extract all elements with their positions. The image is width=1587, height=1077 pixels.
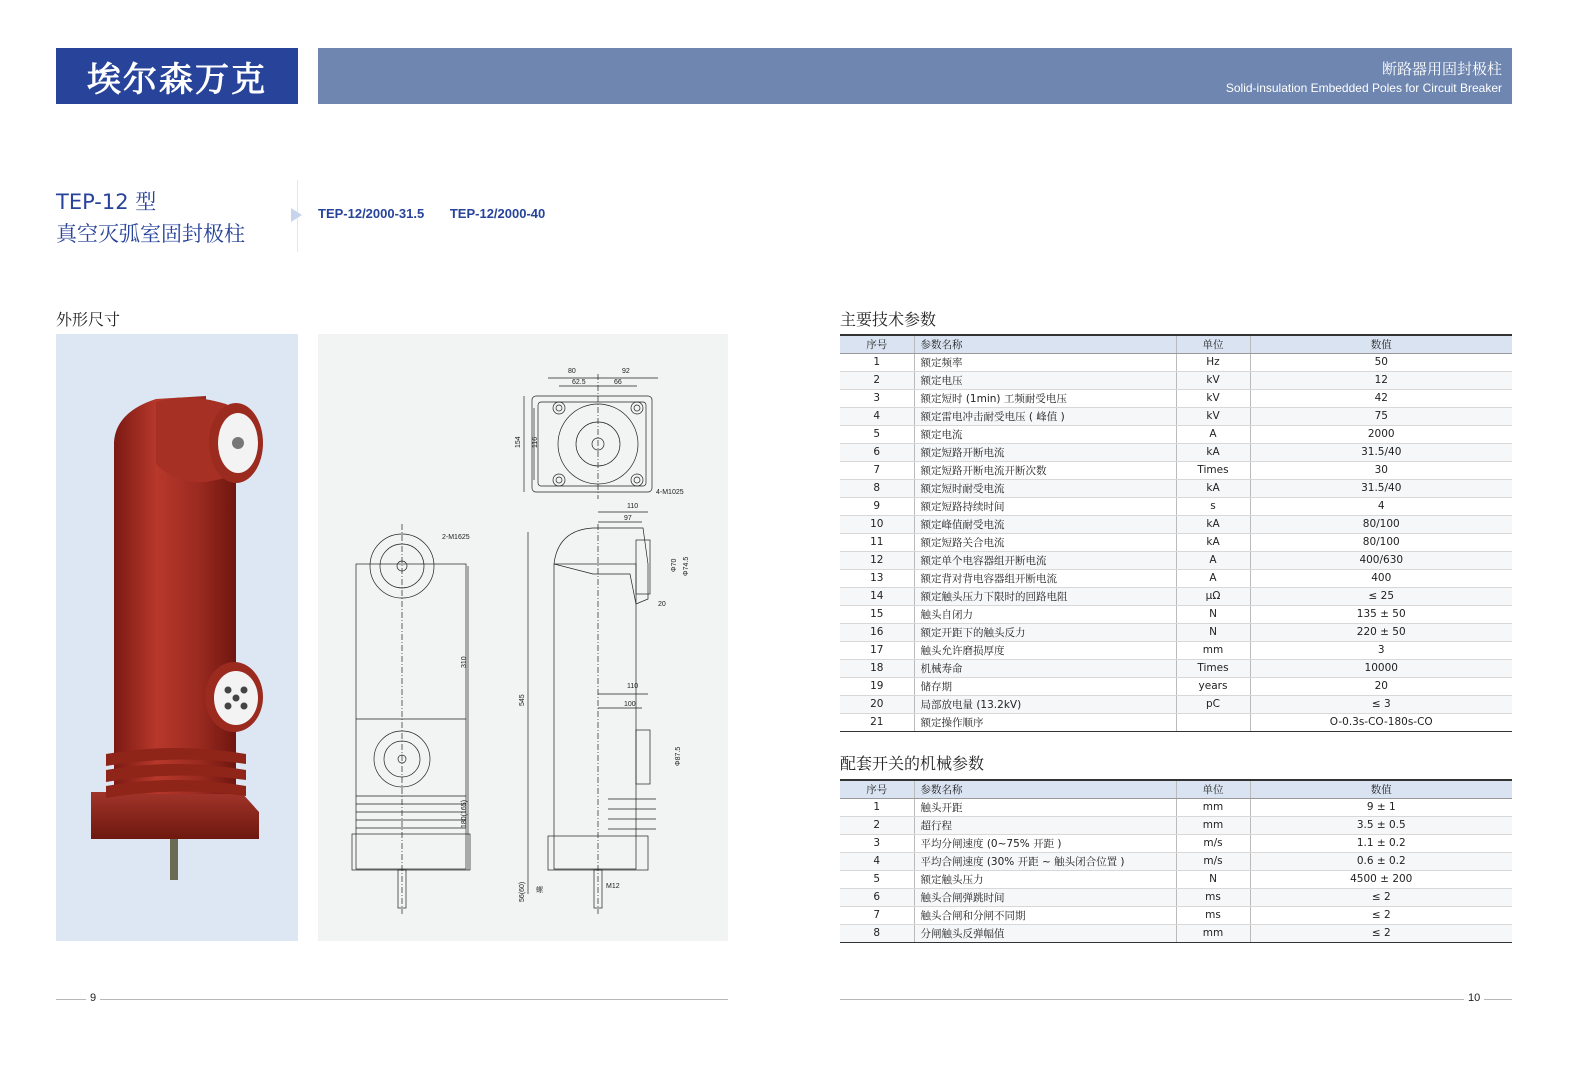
dim-label: 180(165): [461, 799, 468, 828]
table-cell: 触头合闸弹跳时间: [914, 888, 1176, 906]
col-header: 序号: [840, 780, 914, 798]
table-cell: 2000: [1250, 425, 1512, 443]
dim-label: 80: [568, 368, 576, 375]
dim-label: 97: [624, 515, 632, 522]
table-cell: pC: [1176, 695, 1250, 713]
table-cell: Hz: [1176, 353, 1250, 371]
table-cell: 额定开距下的触头反力: [914, 623, 1176, 641]
dim-label: 92: [622, 368, 630, 375]
table-cell: 13: [840, 569, 914, 587]
dim-label: 56(60): [519, 881, 526, 902]
table-cell: 额定短路开断电流: [914, 443, 1176, 461]
table-cell: 4: [840, 407, 914, 425]
table-cell: ms: [1176, 888, 1250, 906]
table-cell: kA: [1176, 479, 1250, 497]
table-cell: 超行程: [914, 816, 1176, 834]
table-row: [840, 353, 1512, 371]
product-photo: [56, 334, 298, 941]
col-header: 单位: [1176, 780, 1250, 798]
table-row: [840, 798, 1512, 816]
table-cell: 机械寿命: [914, 659, 1176, 677]
table-cell: 额定操作顺序: [914, 713, 1176, 731]
page-number-right: 10: [1464, 992, 1484, 1004]
table-cell: N: [1176, 605, 1250, 623]
table-cell: 5: [840, 425, 914, 443]
table-cell: 3: [1250, 641, 1512, 659]
table-row: [840, 605, 1512, 623]
table-cell: years: [1176, 677, 1250, 695]
table-cell: 30: [1250, 461, 1512, 479]
table-cell: 额定电压: [914, 371, 1176, 389]
table-row: [840, 888, 1512, 906]
table-row: [840, 533, 1512, 551]
footer-rule: [56, 999, 728, 1000]
table-row: [840, 389, 1512, 407]
dim-label: 100: [624, 701, 636, 708]
col-header: 参数名称: [914, 335, 1176, 353]
table-cell: 额定短路开断电流开断次数: [914, 461, 1176, 479]
table-cell: [1176, 713, 1250, 731]
table-cell: 5: [840, 870, 914, 888]
table-cell: 额定触头压力下限时的回路电阻: [914, 587, 1176, 605]
table-cell: 12: [1250, 371, 1512, 389]
table-cell: 触头开距: [914, 798, 1176, 816]
dimension-drawing: [318, 334, 728, 941]
footer-rule: [840, 999, 1512, 1000]
table-cell: 20: [840, 695, 914, 713]
header-banner: [318, 48, 1512, 104]
table-header-row: [840, 780, 1512, 798]
outline-drawing: [318, 334, 728, 941]
table-cell: 额定频率: [914, 353, 1176, 371]
table-cell: m/s: [1176, 852, 1250, 870]
table-cell: 额定短路关合电流: [914, 533, 1176, 551]
table-cell: 8: [840, 924, 914, 942]
table-cell: kV: [1176, 407, 1250, 425]
table-cell: s: [1176, 497, 1250, 515]
table-row: [840, 695, 1512, 713]
table-cell: 6: [840, 888, 914, 906]
category-cn: 断路器用固封极柱: [1381, 60, 1502, 78]
table-cell: 7: [840, 461, 914, 479]
table-cell: kA: [1176, 443, 1250, 461]
table-cell: 额定电流: [914, 425, 1176, 443]
table-row: [840, 425, 1512, 443]
table-cell: A: [1176, 569, 1250, 587]
table-row: [840, 816, 1512, 834]
table-cell: ≤ 3: [1250, 695, 1512, 713]
dim-label: M12: [606, 883, 620, 890]
table-cell: 额定短时 (1min) 工频耐受电压: [914, 389, 1176, 407]
table-row: [840, 852, 1512, 870]
table-cell: 50: [1250, 353, 1512, 371]
table-cell: 1.1 ± 0.2: [1250, 834, 1512, 852]
variant-item: TEP-12/2000-31.5: [318, 206, 425, 221]
table-cell: mm: [1176, 924, 1250, 942]
table-cell: mm: [1176, 641, 1250, 659]
dim-label: 116: [532, 436, 539, 448]
table-cell: Times: [1176, 659, 1250, 677]
dim-label: 110: [627, 503, 639, 510]
embedded-pole-illustration: [56, 334, 298, 941]
table-cell: kA: [1176, 533, 1250, 551]
table-cell: A: [1176, 551, 1250, 569]
page-number-left: 9: [86, 992, 100, 1004]
table-cell: m/s: [1176, 834, 1250, 852]
table-cell: 3.5 ± 0.5: [1250, 816, 1512, 834]
table-cell: 0.6 ± 0.2: [1250, 852, 1512, 870]
mech-params-table: [840, 779, 1512, 943]
table-row: [840, 677, 1512, 695]
table-row: [840, 870, 1512, 888]
table-cell: mm: [1176, 798, 1250, 816]
table-cell: 400/630: [1250, 551, 1512, 569]
dimensions-heading: 外形尺寸: [56, 310, 121, 329]
table-cell: 9: [840, 497, 914, 515]
dim-label: 110: [627, 683, 639, 690]
tech-params-table: [840, 334, 1512, 732]
table-cell: kA: [1176, 515, 1250, 533]
table-row: [840, 659, 1512, 677]
table-cell: 触头自闭力: [914, 605, 1176, 623]
table-row: [840, 551, 1512, 569]
table-cell: 135 ± 50: [1250, 605, 1512, 623]
table-row: [840, 641, 1512, 659]
table-row: [840, 587, 1512, 605]
table-cell: 17: [840, 641, 914, 659]
dim-label: Φ70: [671, 558, 678, 572]
table-cell: 15: [840, 605, 914, 623]
table-cell: 19: [840, 677, 914, 695]
table-cell: 3: [840, 389, 914, 407]
table-cell: 2: [840, 816, 914, 834]
table-row: [840, 497, 1512, 515]
table-header-row: [840, 335, 1512, 353]
table-cell: 4: [1250, 497, 1512, 515]
table-row: [840, 569, 1512, 587]
product-title: [56, 186, 245, 250]
table-cell: A: [1176, 425, 1250, 443]
table-cell: 18: [840, 659, 914, 677]
table-row: [840, 443, 1512, 461]
arrow-icon: [291, 208, 302, 222]
col-header: 参数名称: [914, 780, 1176, 798]
table-cell: 8: [840, 479, 914, 497]
table-cell: 80/100: [1250, 533, 1512, 551]
table-cell: 10000: [1250, 659, 1512, 677]
variant-item: TEP-12/2000-40: [449, 206, 546, 221]
tech-params-heading: 主要技术参数: [840, 310, 937, 329]
table-cell: O-0.3s-CO-180s-CO: [1250, 713, 1512, 731]
col-header: 单位: [1176, 335, 1250, 353]
table-cell: ≤ 2: [1250, 888, 1512, 906]
table-cell: 12: [840, 551, 914, 569]
table-cell: Times: [1176, 461, 1250, 479]
table-cell: 20: [1250, 677, 1512, 695]
table-cell: 10: [840, 515, 914, 533]
table-cell: 80/100: [1250, 515, 1512, 533]
table-cell: 2: [840, 371, 914, 389]
table-cell: 触头允许磨损厚度: [914, 641, 1176, 659]
table-row: [840, 924, 1512, 942]
table-cell: kV: [1176, 371, 1250, 389]
table-cell: ≤ 2: [1250, 906, 1512, 924]
table-cell: 额定短时耐受电流: [914, 479, 1176, 497]
table-row: [840, 371, 1512, 389]
table-cell: 额定单个电容器组开断电流: [914, 551, 1176, 569]
table-cell: ≤ 25: [1250, 587, 1512, 605]
category-en: Solid-insulation Embedded Poles for Circuit Breaker: [1225, 81, 1502, 95]
dim-label: 62.5: [572, 379, 586, 386]
table-cell: 6: [840, 443, 914, 461]
table-cell: 220 ± 50: [1250, 623, 1512, 641]
table-cell: 1: [840, 798, 914, 816]
table-cell: 平均合闸速度 (30% 开距 ~ 触头闭合位置 ): [914, 852, 1176, 870]
dim-label: 20: [658, 601, 666, 608]
mech-params-heading: 配套开关的机械参数: [840, 754, 985, 773]
table-cell: 42: [1250, 389, 1512, 407]
table-cell: 平均分闸速度 (0~75% 开距 ): [914, 834, 1176, 852]
table-cell: 31.5/40: [1250, 479, 1512, 497]
dim-label: 154: [515, 436, 522, 448]
table-cell: N: [1176, 870, 1250, 888]
model-line: TEP-12 型: [56, 190, 157, 214]
table-cell: mm: [1176, 816, 1250, 834]
col-header: 序号: [840, 335, 914, 353]
variant-list: [318, 206, 567, 221]
table-row: [840, 834, 1512, 852]
table-row: [840, 461, 1512, 479]
table-cell: 21: [840, 713, 914, 731]
col-header: 数值: [1250, 335, 1512, 353]
table-cell: 额定背对背电容器组开断电流: [914, 569, 1176, 587]
dim-label: 4-M1025: [656, 489, 684, 496]
table-row: [840, 407, 1512, 425]
table-row: [840, 713, 1512, 731]
table-cell: 75: [1250, 407, 1512, 425]
table-cell: 额定峰值耐受电流: [914, 515, 1176, 533]
dim-label: 螺: [536, 887, 543, 894]
table-cell: 4: [840, 852, 914, 870]
table-cell: μΩ: [1176, 587, 1250, 605]
table-cell: ms: [1176, 906, 1250, 924]
table-row: [840, 623, 1512, 641]
table-cell: 7: [840, 906, 914, 924]
col-header: 数值: [1250, 780, 1512, 798]
table-cell: 4500 ± 200: [1250, 870, 1512, 888]
table-cell: N: [1176, 623, 1250, 641]
table-cell: 额定雷电冲击耐受电压 ( 峰值 ): [914, 407, 1176, 425]
dim-label: Φ87.5: [675, 746, 682, 766]
table-cell: 额定触头压力: [914, 870, 1176, 888]
table-cell: ≤ 2: [1250, 924, 1512, 942]
dim-label: 310: [461, 656, 468, 668]
table-cell: 额定短路持续时间: [914, 497, 1176, 515]
brand-name: 埃尔森万克: [87, 59, 267, 100]
table-row: [840, 906, 1512, 924]
brand-logo: [56, 48, 298, 104]
table-cell: 储存期: [914, 677, 1176, 695]
table-cell: 14: [840, 587, 914, 605]
table-cell: 1: [840, 353, 914, 371]
table-cell: 分闸触头反弹幅值: [914, 924, 1176, 942]
dim-label: 2-M1625: [442, 534, 470, 541]
table-cell: 11: [840, 533, 914, 551]
table-cell: 16: [840, 623, 914, 641]
table-cell: 31.5/40: [1250, 443, 1512, 461]
table-cell: 9 ± 1: [1250, 798, 1512, 816]
table-cell: kV: [1176, 389, 1250, 407]
table-cell: 触头合闸和分闸不同期: [914, 906, 1176, 924]
dim-label: 545: [519, 694, 526, 706]
dim-label: Φ74.5: [683, 556, 690, 576]
table-cell: 3: [840, 834, 914, 852]
dim-label: 66: [614, 379, 622, 386]
table-cell: 局部放电量 (13.2kV): [914, 695, 1176, 713]
table-row: [840, 515, 1512, 533]
product-name: 真空灭弧室固封极柱: [56, 222, 245, 246]
table-cell: 400: [1250, 569, 1512, 587]
table-row: [840, 479, 1512, 497]
